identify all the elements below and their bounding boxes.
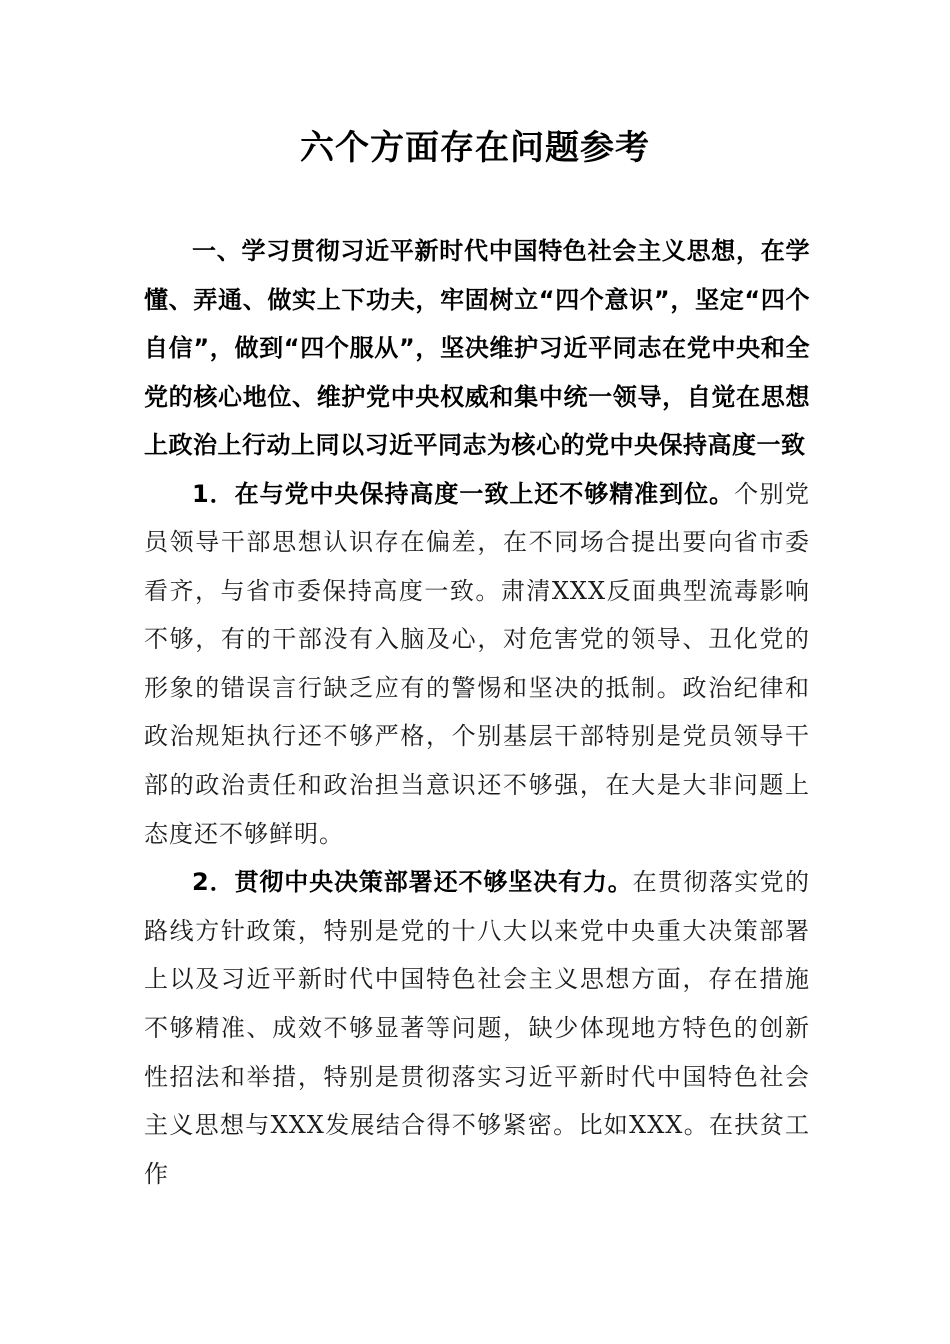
paragraph-2-lead: 2．贯彻中央决策部署还不够坚决有力。 bbox=[192, 868, 633, 897]
paragraph-1-body: 个别党员领导干部思想认识存在偏差，在不同场合提出要向省市委看齐，与省市委保持高度一致。肃清XXX反面典型流毒影响不够，有的干部没有入脑及心，对危害党的领导、丑化党的形象的错误言行缺乏应有的警惕和坚决的抵制。政治纪律和政治规矩执行还不够严格，个别基层干部特别是党员领导干部的政治责任和政治担当意识还不够强，在大是大非问题上态度还不够鲜明。 bbox=[144, 479, 811, 848]
paragraph-2-body: 在贯彻落实党的路线方针政策，特别是党的十八大以来党中央重大决策部署上以及习近平新时代中国特色社会主义思想方面，存在措施不够精准、成效不够显著等问题，缺少体现地方特色的创新性招法和举措，特别是贯彻落实习近平新时代中国特色社会主义思想与XXX发展结合得不够紧密。比如XXX。在扶贫工作 bbox=[144, 868, 810, 1188]
paragraph-1-lead: 1．在与党中央保持高度一致上还不够精准到位。 bbox=[192, 479, 735, 508]
document-title: 六个方面存在问题参考 bbox=[300, 128, 650, 168]
paragraph-2 bbox=[144, 858, 810, 1198]
section-heading: 一、学习贯彻习近平新时代中国特色社会主义思想，在学懂、弄通、做实上下功夫，牢固树立“四个意识”，坚定“四个自信”，做到“四个服从”，坚决维护习近平同志在党中央和全党的核心地位、维护党中央权威和集中统一领导，自觉在思想上政治上行动上同以习近平同志为核心的党中央保持高度一致 bbox=[144, 237, 810, 459]
paragraph-1 bbox=[144, 470, 810, 859]
document-body bbox=[144, 227, 810, 1198]
